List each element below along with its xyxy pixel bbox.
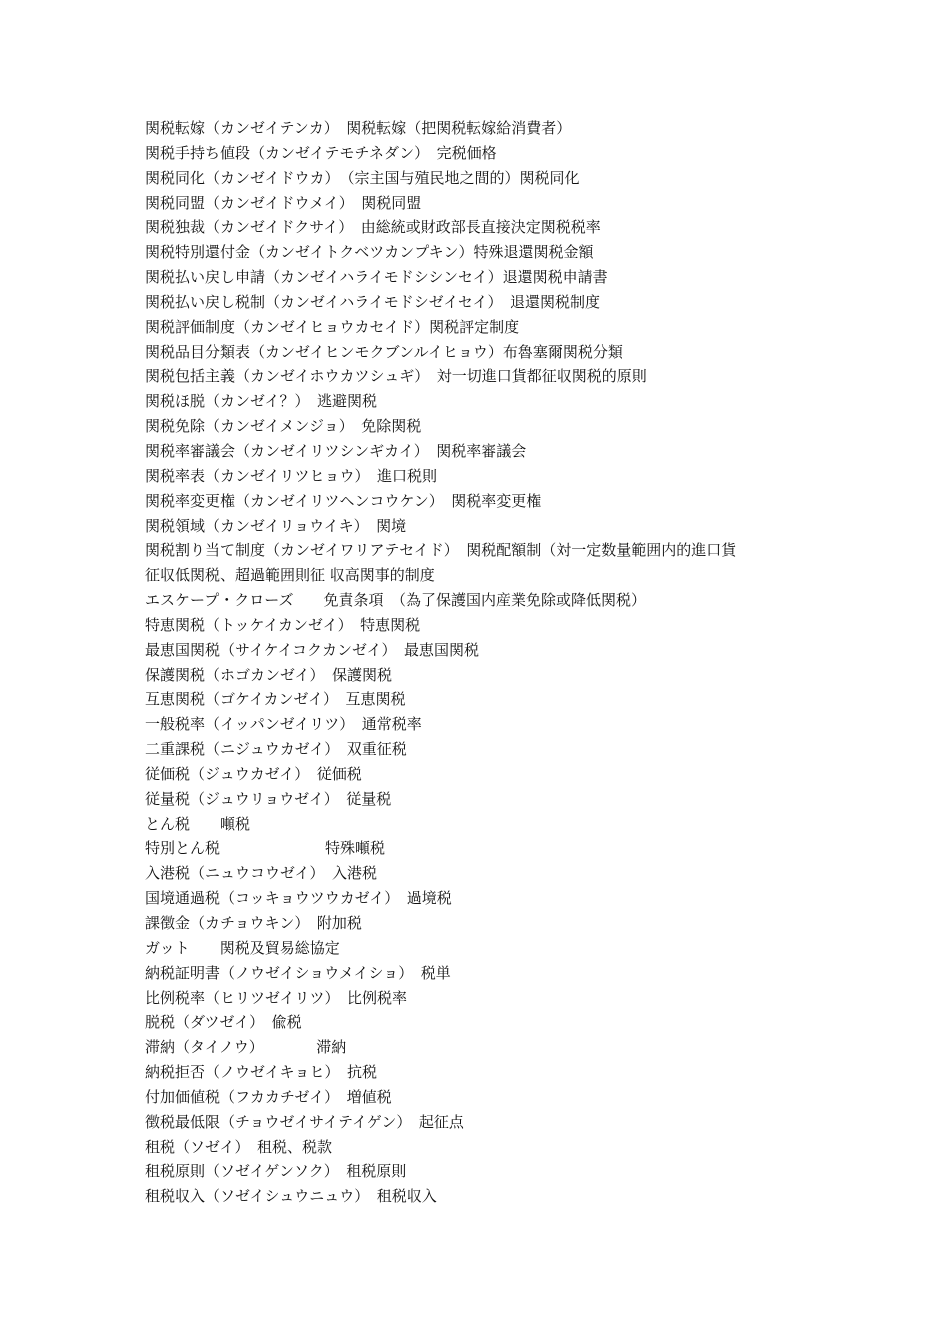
- glossary-line: 最恵国関税（サイケイコクカンゼイ） 最恵国関税: [145, 640, 480, 659]
- glossary-line: 関税転嫁（カンゼイテンカ） 関税転嫁（把関税転嫁給消費者）: [145, 119, 572, 137]
- glossary-line: 滞納（タイノウ） 滞納: [145, 1038, 347, 1057]
- glossary-line: 保護関税（ホゴカンゼイ） 保護関税: [145, 665, 393, 684]
- glossary-line: 互恵関税（ゴケイカンゼイ） 互恵関税: [145, 690, 406, 709]
- glossary-line: 関税領域（カンゼイリョウイキ） 関境: [145, 516, 407, 535]
- glossary-line: 関税手持ち値段（カンゼイテモチネダン） 完税価格: [145, 143, 497, 162]
- glossary-line: 徴税最低限（チョウゼイサイテイゲン） 起征点: [145, 1112, 464, 1131]
- glossary-line: 一般税率（イッパンゼイリツ） 通常税率: [145, 715, 422, 734]
- glossary-line: 関税払い戻し申請（カンゼイハライモドシシンセイ）退還関税申請書: [145, 268, 608, 287]
- glossary-line: 関税同化（カンゼイドウカ） （宗主国与殖民地之間的）関税同化: [145, 168, 580, 187]
- glossary-text: [145, 116, 825, 1209]
- glossary-line: 関税評価制度（カンゼイヒョウカセイド）関税評定制度: [145, 317, 520, 336]
- glossary-line: 付加価値税（フカカチゼイ） 増値税: [145, 1087, 392, 1106]
- glossary-line: エスケープ・クローズ 免責条項 （為了保護国内産業免除或降低関税）: [145, 591, 647, 610]
- glossary-line: 特別とん税 特殊噸税: [145, 839, 386, 858]
- glossary-line: 関税特別還付金（カンゼイトクベツカンプキン）特殊退還関税金額: [145, 243, 594, 262]
- glossary-line: 関税免除（カンゼイメンジョ） 免除関税: [145, 417, 422, 436]
- glossary-line: 関税払い戻し税制（カンゼイハライモドシゼイセイ） 退還関税制度: [145, 292, 600, 311]
- glossary-line: 関税ほ脱（カンゼイ？） 逃避関税: [145, 392, 378, 411]
- glossary-line: 従量税（ジュウリョウゼイ） 従量税: [145, 789, 392, 808]
- glossary-line: とん税 噸税: [145, 814, 251, 833]
- glossary-line: 関税包括主義（カンゼイホウカツシュギ） 対一切進口貨都征収関税的原則: [145, 367, 647, 386]
- glossary-line: 二重課税（ニジュウカゼイ） 双重征税: [145, 740, 407, 759]
- glossary-line: 課徴金（カチョウキン） 附加税: [145, 914, 362, 932]
- glossary-line: 租税（ソゼイ） 租税、税款: [145, 1137, 333, 1156]
- glossary-line: 関税率表（カンゼイリツヒョウ） 進口税則: [145, 466, 438, 485]
- glossary-line: 租税原則（ソゼイゲンソク） 租税原則: [145, 1162, 407, 1181]
- glossary-line: 関税独裁（カンゼイドクサイ） 由総統或財政部長直接決定関税税率: [145, 218, 601, 237]
- glossary-line: 脱税（ダツゼイ） 偸税: [145, 1013, 302, 1032]
- glossary-line: 入港税（ニュウコウゼイ） 入港税: [145, 864, 378, 883]
- glossary-line: ガット 関税及貿易総協定: [145, 938, 340, 957]
- glossary-line: 国境通過税（コッキョウツウカゼイ） 過境税: [145, 889, 452, 908]
- glossary-line: 関税率審議会（カンゼイリツシンギカイ） 関税率審議会: [145, 441, 527, 460]
- glossary-line: 関税品目分類表（カンゼイヒンモクブンルイヒョウ）布魯塞爾関税分類: [145, 342, 623, 361]
- glossary-line: 関税率変更権（カンゼイリツヘンコウケン） 関税率変更権: [145, 491, 542, 510]
- glossary-line: 特恵関税（トッケイカンゼイ） 特恵関税: [145, 615, 421, 634]
- glossary-line: 従価税（ジュウカゼイ） 従価税: [145, 764, 362, 783]
- glossary-line: 納税証明書（ノウゼイショウメイショ） 税単: [145, 963, 451, 982]
- glossary-line: 比例税率（ヒリツゼイリツ） 比例税率: [145, 988, 408, 1007]
- glossary-line: 納税拒否（ノウゼイキョヒ） 抗税: [145, 1063, 378, 1082]
- glossary-line: 関税割り当て制度（カンゼイワリアテセイド） 関税配額制（対一定数量範囲内的進口貨: [145, 541, 737, 560]
- glossary-line: 租税収入（ソゼイシュウニュウ） 租税収入: [145, 1187, 437, 1206]
- glossary-line: 征収低関税、超過範囲則征 収高関事的制度: [145, 566, 435, 585]
- glossary-line: 関税同盟（カンゼイドウメイ） 関税同盟: [145, 193, 422, 212]
